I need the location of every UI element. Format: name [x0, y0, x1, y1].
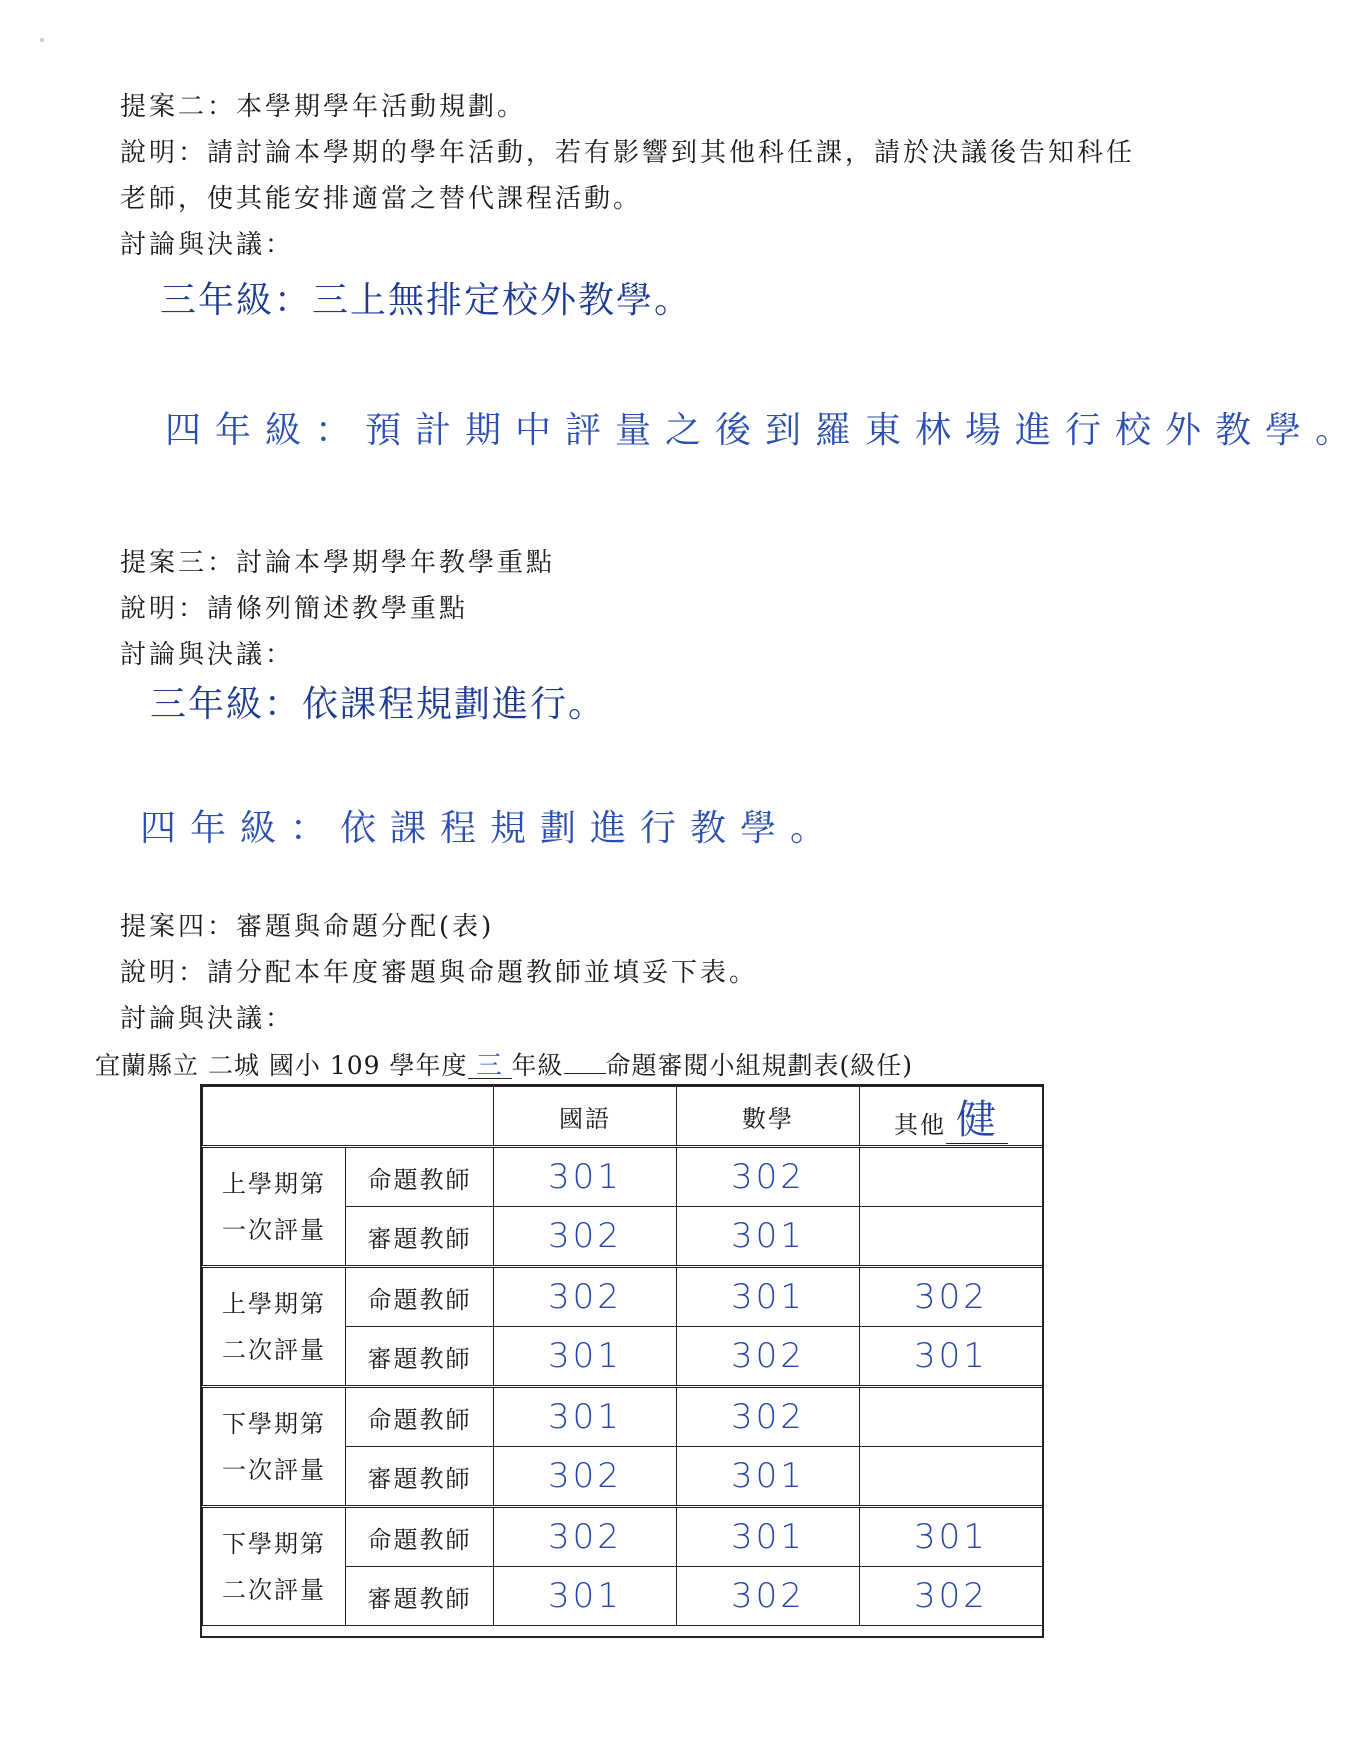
role-cell: 審題教師 — [346, 1567, 494, 1626]
proposal2-desc-line2: 老師，使其能安排適當之替代課程活動。 — [120, 184, 643, 214]
period-cell — [203, 1147, 346, 1267]
proposal3-handwritten-grade3: 三年級：依課程規劃進行。 — [150, 684, 607, 725]
header-chinese: 國語 — [494, 1087, 677, 1147]
table-title — [95, 1046, 913, 1082]
other-cell — [860, 1207, 1043, 1267]
other-cell — [860, 1147, 1043, 1207]
chinese-cell: 301 — [494, 1327, 677, 1387]
role-cell: 命題教師 — [346, 1507, 494, 1567]
role-cell: 審題教師 — [346, 1327, 494, 1387]
header-other-fill: 健 — [946, 1097, 1008, 1144]
other-cell — [860, 1447, 1043, 1507]
table-title-grade-fill: 三 — [468, 1054, 512, 1079]
proposal3-desc: 說明：請條列簡述教學重點 — [120, 594, 469, 624]
proposal2-title: 提案二：本學期學年活動規劃。 — [120, 92, 527, 122]
header-other — [860, 1087, 1043, 1147]
proposal2-desc-line1: 說明：請討論本學期的學年活動，若有影響到其他科任課，請於決議後告知科任 — [120, 138, 1136, 168]
chinese-cell: 302 — [494, 1447, 677, 1507]
proposal3-handwritten-grade4: 四年級：依課程規劃進行教學。 — [140, 808, 841, 849]
role-cell: 命題教師 — [346, 1387, 494, 1447]
period-line2: 二次評量 — [222, 1335, 326, 1364]
role-cell: 命題教師 — [346, 1267, 494, 1327]
chinese-cell: 301 — [494, 1567, 677, 1626]
math-cell: 302 — [677, 1387, 860, 1447]
chinese-cell: 302 — [494, 1267, 677, 1327]
period-line1: 下學期第 — [222, 1529, 326, 1558]
other-cell: 301 — [860, 1327, 1043, 1387]
proposal4-desc: 說明：請分配本年度審題與命題教師並填妥下表。 — [120, 958, 759, 988]
proposal2-discuss-label: 討論與決議： — [120, 230, 295, 260]
math-cell: 301 — [677, 1447, 860, 1507]
period-cell — [203, 1507, 346, 1626]
table-title-prefix: 宜蘭縣立 二城 國小 109 學年度 — [95, 1051, 468, 1080]
table-header-row — [203, 1087, 1043, 1147]
period-line2: 二次評量 — [222, 1575, 326, 1604]
proposal2-handwritten-grade4: 四年級：預計期中評量之後到羅東林場進行校外教學。 — [165, 410, 1365, 451]
period-cell — [203, 1267, 346, 1387]
math-cell: 302 — [677, 1567, 860, 1626]
math-cell: 302 — [677, 1147, 860, 1207]
chinese-cell: 302 — [494, 1507, 677, 1567]
other-cell: 302 — [860, 1267, 1043, 1327]
proposal3-discuss-label: 討論與決議： — [120, 640, 295, 670]
exam-assignment-table — [202, 1086, 1043, 1626]
table-title-blank — [564, 1053, 606, 1074]
other-cell: 302 — [860, 1567, 1043, 1626]
table-row — [203, 1507, 1043, 1567]
math-cell: 301 — [677, 1267, 860, 1327]
header-other-label: 其他 — [894, 1110, 946, 1139]
proposal4-discuss-label: 討論與決議： — [120, 1004, 295, 1034]
table-title-mid: 年級 — [511, 1051, 564, 1080]
proposal4-title: 提案四：審題與命題分配(表) — [120, 912, 495, 942]
table-row — [203, 1147, 1043, 1207]
period-line2: 一次評量 — [222, 1215, 326, 1244]
role-cell: 命題教師 — [346, 1147, 494, 1207]
math-cell: 301 — [677, 1207, 860, 1267]
chinese-cell: 301 — [494, 1147, 677, 1207]
period-cell — [203, 1387, 346, 1507]
table-row — [203, 1267, 1043, 1327]
role-cell: 審題教師 — [346, 1207, 494, 1267]
other-cell — [860, 1387, 1043, 1447]
scan-speck — [40, 38, 44, 42]
role-cell: 審題教師 — [346, 1447, 494, 1507]
chinese-cell: 302 — [494, 1207, 677, 1267]
proposal2-handwritten-grade3: 三年級：三上無排定校外教學。 — [160, 280, 693, 321]
math-cell: 301 — [677, 1507, 860, 1567]
table-title-suffix: 命題審閱小組規劃表(級任) — [605, 1051, 914, 1080]
period-line2: 一次評量 — [222, 1455, 326, 1484]
period-line1: 上學期第 — [222, 1169, 326, 1198]
period-line1: 下學期第 — [222, 1409, 326, 1438]
chinese-cell: 301 — [494, 1387, 677, 1447]
math-cell: 302 — [677, 1327, 860, 1387]
period-line1: 上學期第 — [222, 1289, 326, 1318]
table-row — [203, 1387, 1043, 1447]
other-cell: 301 — [860, 1507, 1043, 1567]
header-empty-cell — [203, 1087, 494, 1147]
proposal3-title: 提案三：討論本學期學年教學重點 — [120, 548, 556, 578]
header-math: 數學 — [677, 1087, 860, 1147]
